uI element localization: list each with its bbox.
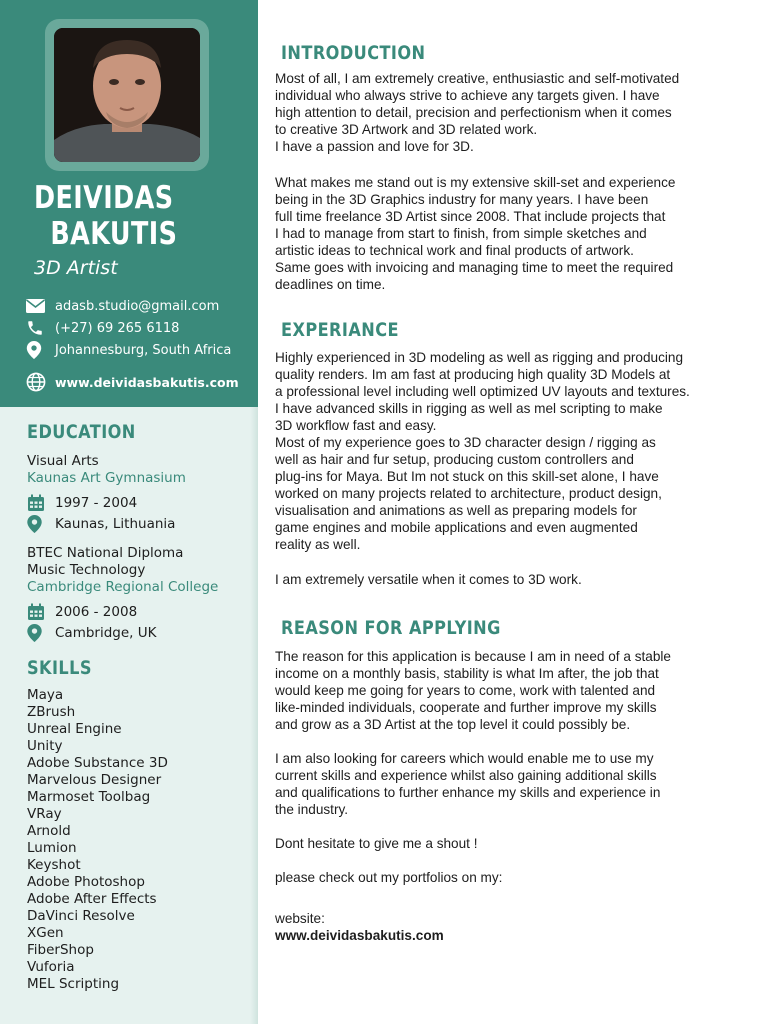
profile-photo bbox=[54, 28, 200, 162]
website-link[interactable]: www.deividasbakutis.com bbox=[55, 374, 239, 390]
edu-2-institution: Cambridge Regional College bbox=[27, 579, 219, 595]
experience-heading: EXPERIANCE bbox=[281, 319, 399, 341]
phone-icon bbox=[26, 319, 48, 337]
contact-email[interactable] bbox=[26, 297, 219, 315]
edu-1-years-row bbox=[27, 494, 137, 512]
sidebar-edge bbox=[250, 407, 258, 1024]
reason-paragraph-2: I am also looking for careers which would enable me to use my current skills and experience whilst also gaining additional skills and qualifications to further enhance my skills and experience in the industry. bbox=[275, 751, 661, 817]
skill-item: ZBrush bbox=[27, 704, 76, 720]
globe-icon bbox=[26, 373, 48, 391]
calendar-icon bbox=[27, 603, 47, 621]
skill-item: Arnold bbox=[27, 823, 71, 839]
skill-item: Lumion bbox=[27, 840, 77, 856]
phone-text: (+27) 69 265 6118 bbox=[55, 320, 180, 336]
location-pin-icon bbox=[27, 624, 47, 642]
skill-item: Maya bbox=[27, 687, 64, 703]
reason-paragraph-3: Dont hesitate to give me a shout ! bbox=[275, 836, 478, 851]
skill-item: Keyshot bbox=[27, 857, 81, 873]
skill-item: DaVinci Resolve bbox=[27, 908, 135, 924]
skill-item: Marvelous Designer bbox=[27, 772, 162, 788]
contact-phone[interactable] bbox=[26, 319, 179, 337]
edu-2-diploma: BTEC National Diploma bbox=[27, 545, 184, 561]
person-name bbox=[34, 180, 206, 252]
envelope-icon bbox=[26, 297, 48, 315]
edu-1-place: Kaunas, Lithuania bbox=[55, 516, 176, 532]
location-pin-icon bbox=[26, 341, 48, 359]
location-text: Johannesburg, South Africa bbox=[55, 342, 232, 358]
skill-item: Unreal Engine bbox=[27, 721, 122, 737]
reason-paragraph-4: please check out my portfolios on my: bbox=[275, 870, 503, 885]
skills-heading: SKILLS bbox=[27, 657, 92, 679]
edu-1-place-row bbox=[27, 515, 175, 533]
reason-website-line bbox=[275, 893, 765, 944]
skill-item: FiberShop bbox=[27, 942, 94, 958]
calendar-icon bbox=[27, 494, 47, 512]
edu-1-institution: Kaunas Art Gymnasium bbox=[27, 470, 186, 486]
introduction-paragraph-2: What makes me stand out is my extensive skill-set and experience being in the 3D Graphics industry for many years. I have been full time freelance 3D Artist since 2008. That include projects that I had to manage from start to finish, from simple sketches and artistic ideas to technical work and final products of artwork. Same goes with invoicing and managing time to meet the required deadlines on time. bbox=[275, 175, 676, 292]
skill-item: Marmoset Toolbag bbox=[27, 789, 151, 805]
first-name: DEIVIDAS bbox=[34, 180, 174, 216]
education-heading: EDUCATION bbox=[27, 421, 136, 443]
contact-website[interactable] bbox=[26, 373, 239, 391]
edu-2-years: 2006 - 2008 bbox=[55, 604, 138, 620]
edu-2-place-row bbox=[27, 624, 156, 642]
skill-item: Adobe After Effects bbox=[27, 891, 157, 907]
edu-1-course: Visual Arts bbox=[27, 453, 99, 469]
reason-heading: REASON FOR APPLYING bbox=[281, 617, 501, 639]
last-name: BAKUTIS bbox=[50, 216, 178, 252]
skills-list bbox=[27, 687, 168, 993]
skill-item: Unity bbox=[27, 738, 63, 754]
contact-location bbox=[26, 341, 231, 359]
edu-2-course: Music Technology bbox=[27, 562, 146, 578]
introduction-heading: INTRODUCTION bbox=[281, 42, 426, 64]
experience-paragraph-2: I am extremely versatile when it comes to 3D work. bbox=[275, 572, 582, 587]
skill-item: MEL Scripting bbox=[27, 976, 120, 992]
edu-1-years: 1997 - 2004 bbox=[55, 495, 138, 511]
job-title: 3D Artist bbox=[34, 257, 118, 279]
experience-paragraph-1: Highly experienced in 3D modeling as well as rigging and producing quality renders. Im am fast at producing high quality 3D Models at a professional level including well optimized UV layouts and textures. I have advanced skills in rigging as well as mel scripting to make 3D workflow fast and easy. Most of my experience goes to 3D character design / rigging as well as hair and fur setup, producing custom controllers and plug-ins for Maya. But Im not stuck on this skill-set alone, I have worked on many projects related to architecture, product design, visualisation and animations as well as preparing models for game engines and mobile applications and even augmented reality as well. bbox=[275, 350, 690, 552]
edu-2-place: Cambridge, UK bbox=[55, 625, 157, 641]
skill-item: Vuforia bbox=[27, 959, 75, 975]
edu-2-years-row bbox=[27, 603, 137, 621]
skill-item: Adobe Substance 3D bbox=[27, 755, 168, 771]
email-text: adasb.studio@gmail.com bbox=[55, 298, 220, 314]
skill-item: XGen bbox=[27, 925, 64, 941]
website-label: website: bbox=[275, 911, 325, 926]
introduction-paragraph-1: Most of all, I am extremely creative, enthusiastic and self-motivated individual who always strive to achieve any targets given. I have high attention to detail, precision and perfectionism when it comes to creative 3D Artwork and 3D related work. I have a passion and love for 3D. bbox=[275, 71, 680, 154]
location-pin-icon bbox=[27, 515, 47, 533]
skill-item: Adobe Photoshop bbox=[27, 874, 145, 890]
reason-paragraph-1: The reason for this application is because I am in need of a stable income on a monthly basis, stability is what Im after, the job that would keep me going for years to come, work with talented and like-minded individuals, cooperate and further improve my skills and grow as a 3D Artist at the top level it could possibly be. bbox=[275, 649, 671, 732]
skill-item: VRay bbox=[27, 806, 62, 822]
website-link[interactable]: www.deividasbakutis.com bbox=[275, 928, 444, 943]
